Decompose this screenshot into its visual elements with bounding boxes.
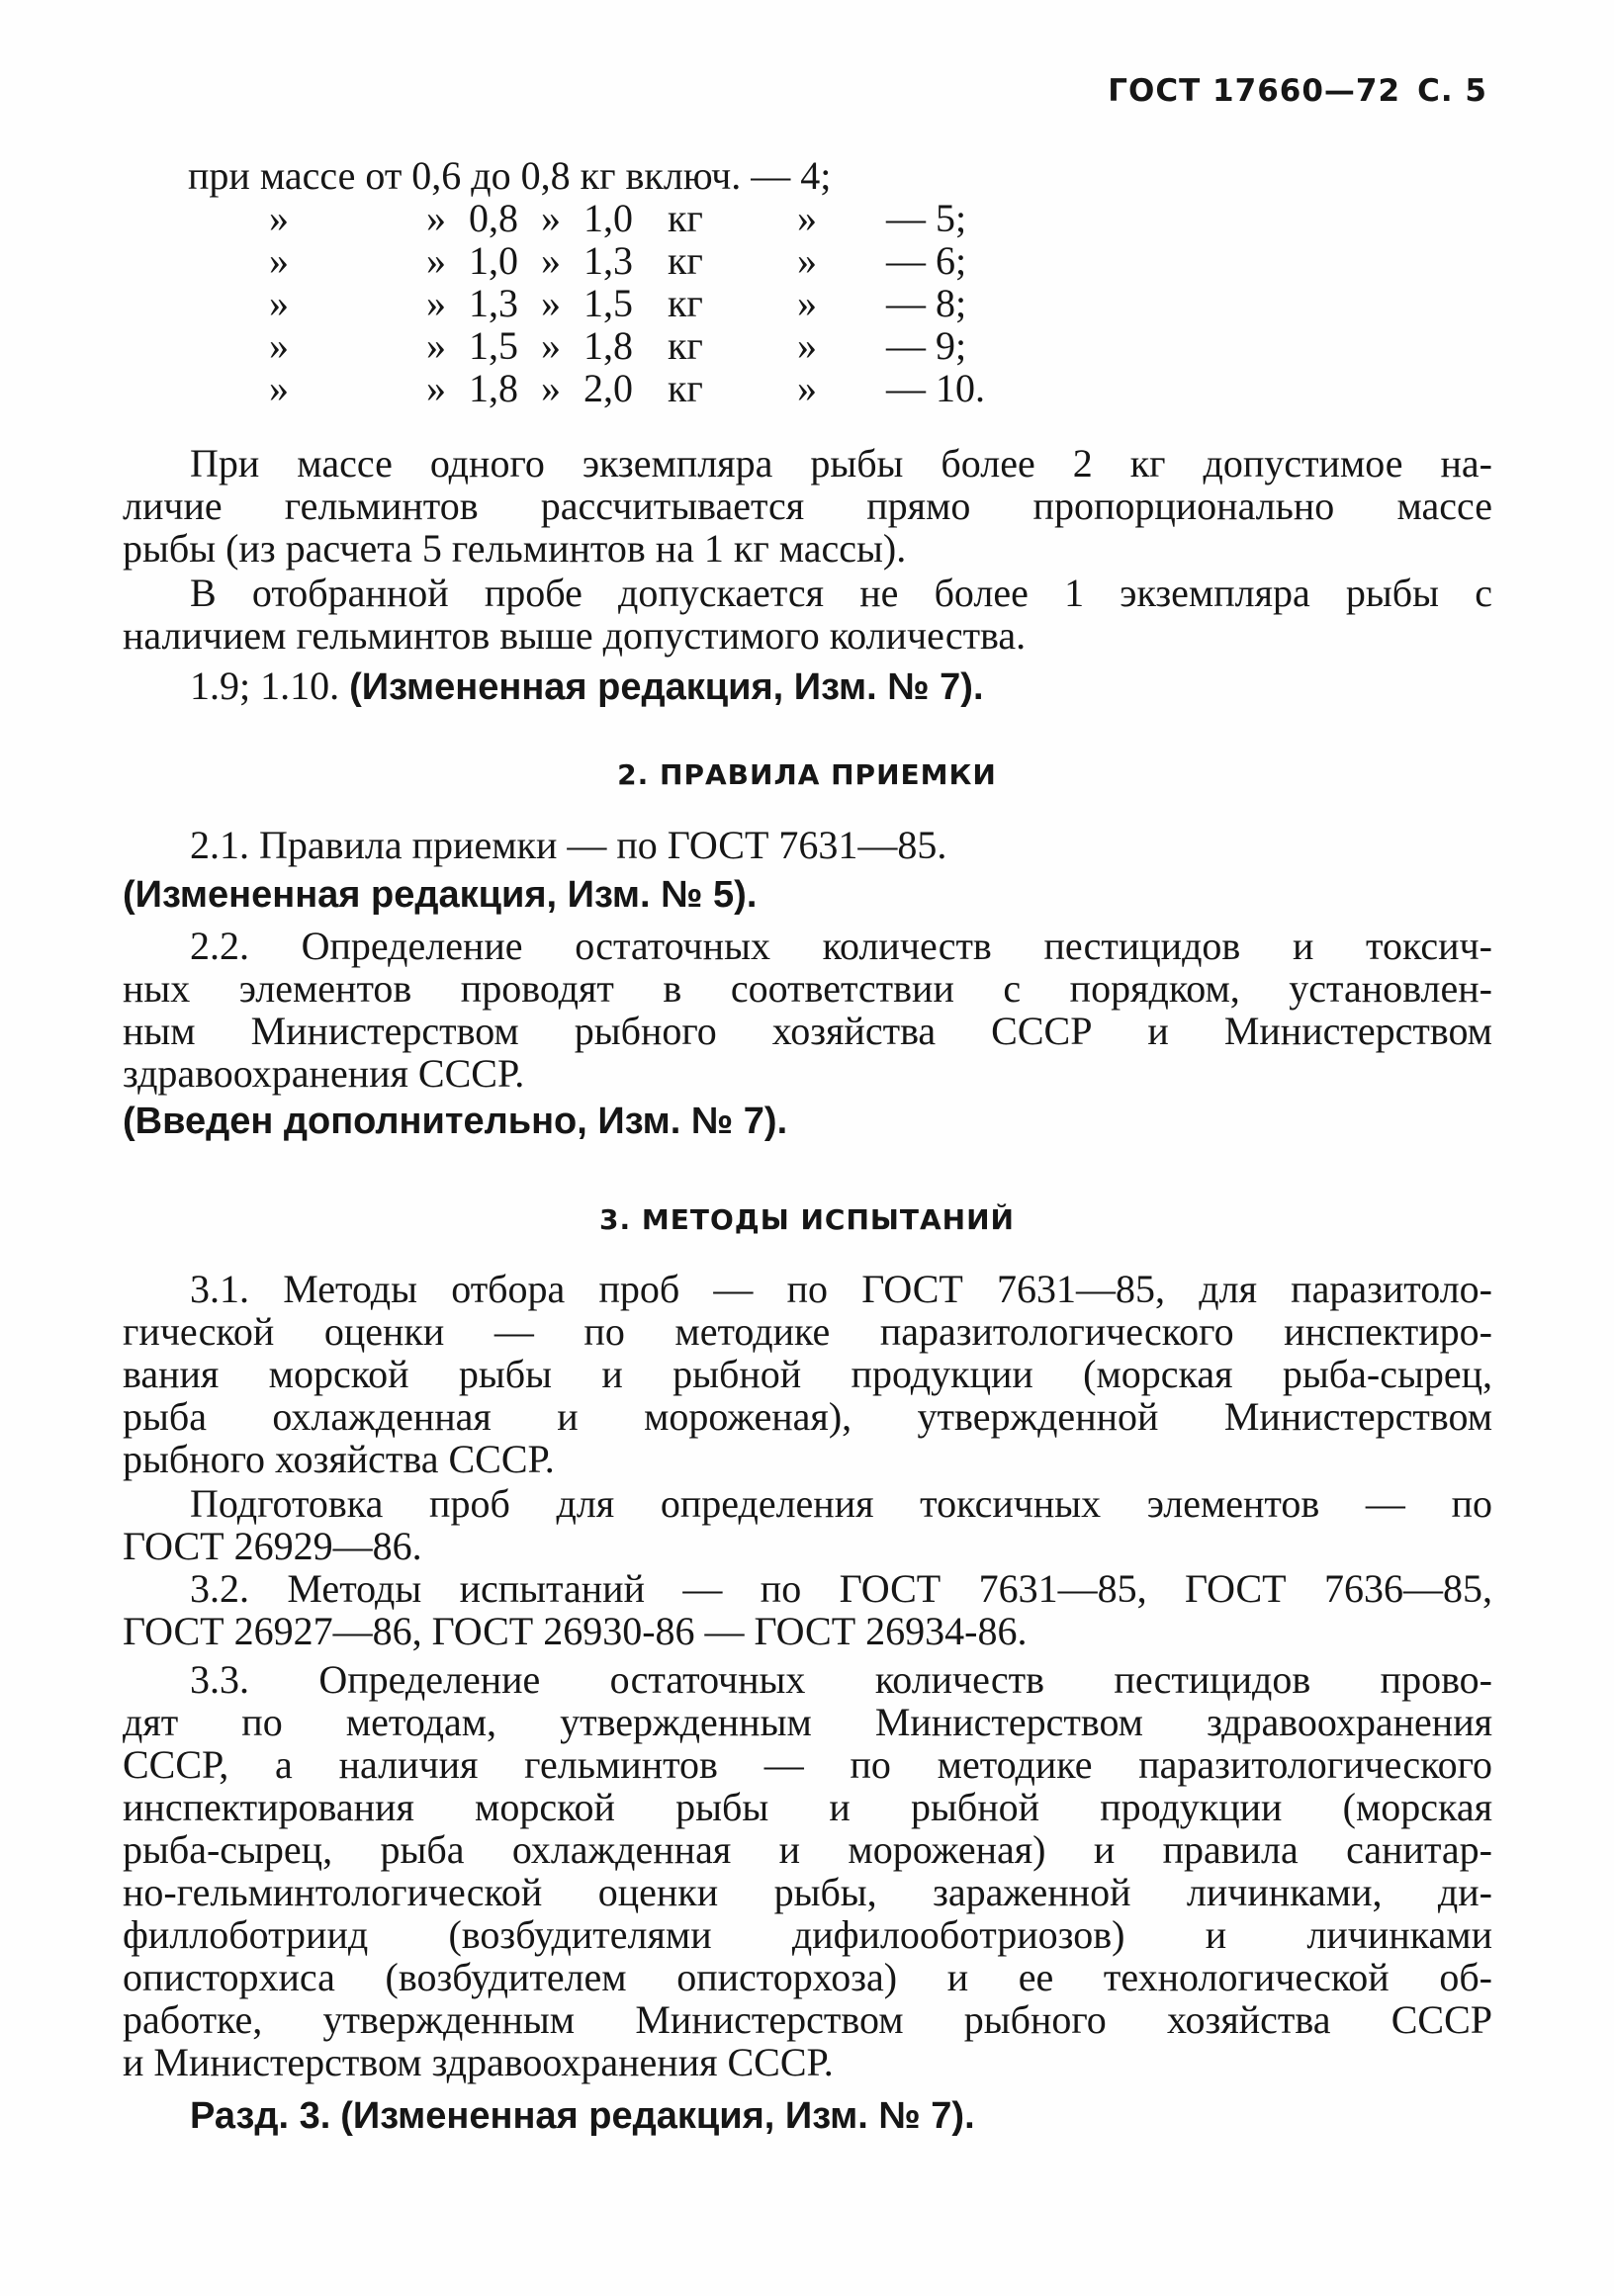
section-2-block xyxy=(123,824,1492,1143)
paragraph-3-1-sample-prep xyxy=(123,1482,1492,1567)
text-line: рыба охлажденная и мороженая), утвержденной Министерством xyxy=(123,1394,1492,1439)
mass-cell-val: — 6; xyxy=(886,238,967,283)
text-line: филлоботриид (возбудителями дифилообoтриозов) и личинками xyxy=(123,1912,1492,1957)
page-number: С. 5 xyxy=(1417,73,1487,109)
mass-cell-to: 2,0 xyxy=(583,366,633,410)
mass-cell-q2: » xyxy=(426,281,446,325)
paragraph-2-2 xyxy=(123,925,1492,1095)
mass-cell-unit: кг xyxy=(668,196,703,240)
text-line: 2.2. Определение остаточных количеств пестицидов и токсич- xyxy=(190,924,1492,968)
mass-cell-from: 1,8 xyxy=(469,366,518,410)
amendment-ref: Разд. 3. xyxy=(190,2095,331,2137)
mass-cell-q1: » xyxy=(269,323,289,368)
mass-cell-q2: » xyxy=(426,366,446,410)
mass-cell-unit: кг xyxy=(668,323,703,368)
mass-cell-q3: » xyxy=(541,366,561,410)
mass-cell-to: 1,8 xyxy=(583,323,633,368)
mass-cell-unit: кг xyxy=(668,366,703,410)
text-line: СССР, а наличия гельминтов — по методике паразитологического xyxy=(123,1742,1492,1787)
paragraph-helminth-proportional xyxy=(123,442,1492,570)
text-line: 3.2. Методы испытаний — по ГОСТ 7631—85, ГОСТ 7636—85, xyxy=(190,1566,1492,1611)
mass-cell-q2: » xyxy=(426,238,446,283)
text-line: Подготовка проб для определения токсичных элементов — по xyxy=(190,1481,1492,1526)
mass-cell-q2: » xyxy=(426,323,446,368)
mass-cell-q4: » xyxy=(797,281,817,325)
intro-block xyxy=(123,442,1492,709)
mass-cell-q4: » xyxy=(797,366,817,410)
amendment-note-section-3 xyxy=(123,2093,1492,2138)
paragraph-3-2 xyxy=(123,1567,1492,1652)
text-line: ным Министерством рыбного хозяйства СССР и Министерством xyxy=(123,1009,1492,1053)
mass-cell-val: — 5; xyxy=(886,196,967,240)
amendment-text: (Измененная редакция, Изм. № 7). xyxy=(349,666,984,708)
mass-cell-q3: » xyxy=(541,196,561,240)
standard-number: ГОСТ 17660—72 xyxy=(1108,73,1401,109)
section-2-title: 2. ПРАВИЛА ПРИЕМКИ xyxy=(617,758,997,791)
mass-cell-val: — 10. xyxy=(886,366,985,410)
amendment-note-2-1: (Измененная редакция, Изм. № 5). xyxy=(123,874,758,916)
text-line: 3.3. Определение остаточных количеств пестицидов прово- xyxy=(190,1657,1492,1702)
text-line: При массе одного экземпляра рыбы более 2 кг допустимое на- xyxy=(190,441,1492,486)
text-line: ГОСТ 26929—86. xyxy=(123,1524,422,1568)
mass-cell-to: 1,5 xyxy=(583,281,633,325)
text-line: здравоохранения СССР. xyxy=(123,1051,525,1096)
text-line: инспектирования морской рыбы и рыбной продукции (морская xyxy=(123,1785,1492,1829)
mass-cell-q1: » xyxy=(269,196,289,240)
mass-cell-q3: » xyxy=(541,323,561,368)
text-line: ГОСТ 26927—86, ГОСТ 26930-86 — ГОСТ 26934-86. xyxy=(123,1609,1028,1653)
mass-cell-q4: » xyxy=(797,323,817,368)
section-3-block xyxy=(123,1268,1492,2138)
mass-cell-to: 1,0 xyxy=(583,196,633,240)
text-line: В отобранной пробе допускается не более 1 экземпляра рыбы с xyxy=(190,571,1492,615)
text-line: рыба-сырец, рыба охлажденная и мороженая) и правила санитар- xyxy=(123,1827,1492,1872)
mass-cell-q1: » xyxy=(269,238,289,283)
mass-first-line: при массе от 0,6 до 0,8 кг включ. — 4; xyxy=(188,153,832,198)
mass-cell-q4: » xyxy=(797,238,817,283)
amendment-note-2-2: (Введен дополнительно, Изм. № 7). xyxy=(123,1101,788,1142)
mass-cell-q4: » xyxy=(797,196,817,240)
text-line: работке, утвержденным Министерством рыбного хозяйства СССР xyxy=(123,1997,1492,2042)
section-3-title: 3. МЕТОДЫ ИСПЫТАНИЙ xyxy=(599,1203,1015,1236)
text-line: рыбного хозяйства СССР. xyxy=(123,1437,555,1481)
text-line: вания морской рыбы и рыбной продукции (морская рыба-сырец, xyxy=(123,1352,1492,1396)
mass-cell-unit: кг xyxy=(668,281,703,325)
amendment-ref: 1.9; 1.10. xyxy=(190,663,340,708)
mass-cell-q1: » xyxy=(269,281,289,325)
paragraph-2-1: 2.1. Правила приемки — по ГОСТ 7631—85. xyxy=(190,823,947,867)
paragraph-3-1 xyxy=(123,1268,1492,1480)
page-header xyxy=(1108,73,1487,109)
text-line: дят по методам, утвержденным Министерством здравоохранения xyxy=(123,1700,1492,1744)
mass-cell-q3: » xyxy=(541,238,561,283)
mass-cell-unit: кг xyxy=(668,238,703,283)
mass-cell-from: 0,8 xyxy=(469,196,518,240)
mass-cell-val: — 8; xyxy=(886,281,967,325)
mass-cell-from: 1,0 xyxy=(469,238,518,283)
text-line: но-гельминтологической оценки рыбы, зараженной личинками, ди- xyxy=(123,1870,1492,1914)
text-line: 3.1. Методы отбора проб — по ГОСТ 7631—85, для паразитоло- xyxy=(190,1267,1492,1311)
mass-cell-q1: » xyxy=(269,366,289,410)
mass-cell-q3: » xyxy=(541,281,561,325)
mass-cell-q2: » xyxy=(426,196,446,240)
text-line: ных элементов проводят в соответствии с порядком, установлен- xyxy=(123,966,1492,1011)
mass-cell-from: 1,5 xyxy=(469,323,518,368)
mass-cell-from: 1,3 xyxy=(469,281,518,325)
paragraph-3-3 xyxy=(123,1658,1492,2083)
amendment-text: (Измененная редакция, Изм. № 7). xyxy=(340,2095,975,2137)
text-line: рыбы (из расчета 5 гельминтов на 1 кг массы). xyxy=(123,526,907,571)
mass-cell-to: 1,3 xyxy=(583,238,633,283)
text-line: описторхиса (возбудителем описторхоза) и ее технологической об- xyxy=(123,1955,1492,1999)
paragraph-sample-allowance xyxy=(123,572,1492,657)
text-line: личие гельминтов рассчитывается прямо пропорционально массе xyxy=(123,484,1492,528)
amendment-note-1 xyxy=(123,664,1492,709)
text-line: гической оценки — по методике паразитологического инспектиро- xyxy=(123,1309,1492,1354)
text-line: и Министерством здравоохранения СССР. xyxy=(123,2040,834,2084)
mass-cell-val: — 9; xyxy=(886,323,967,368)
text-line: наличием гельминтов выше допустимого количества. xyxy=(123,613,1027,658)
